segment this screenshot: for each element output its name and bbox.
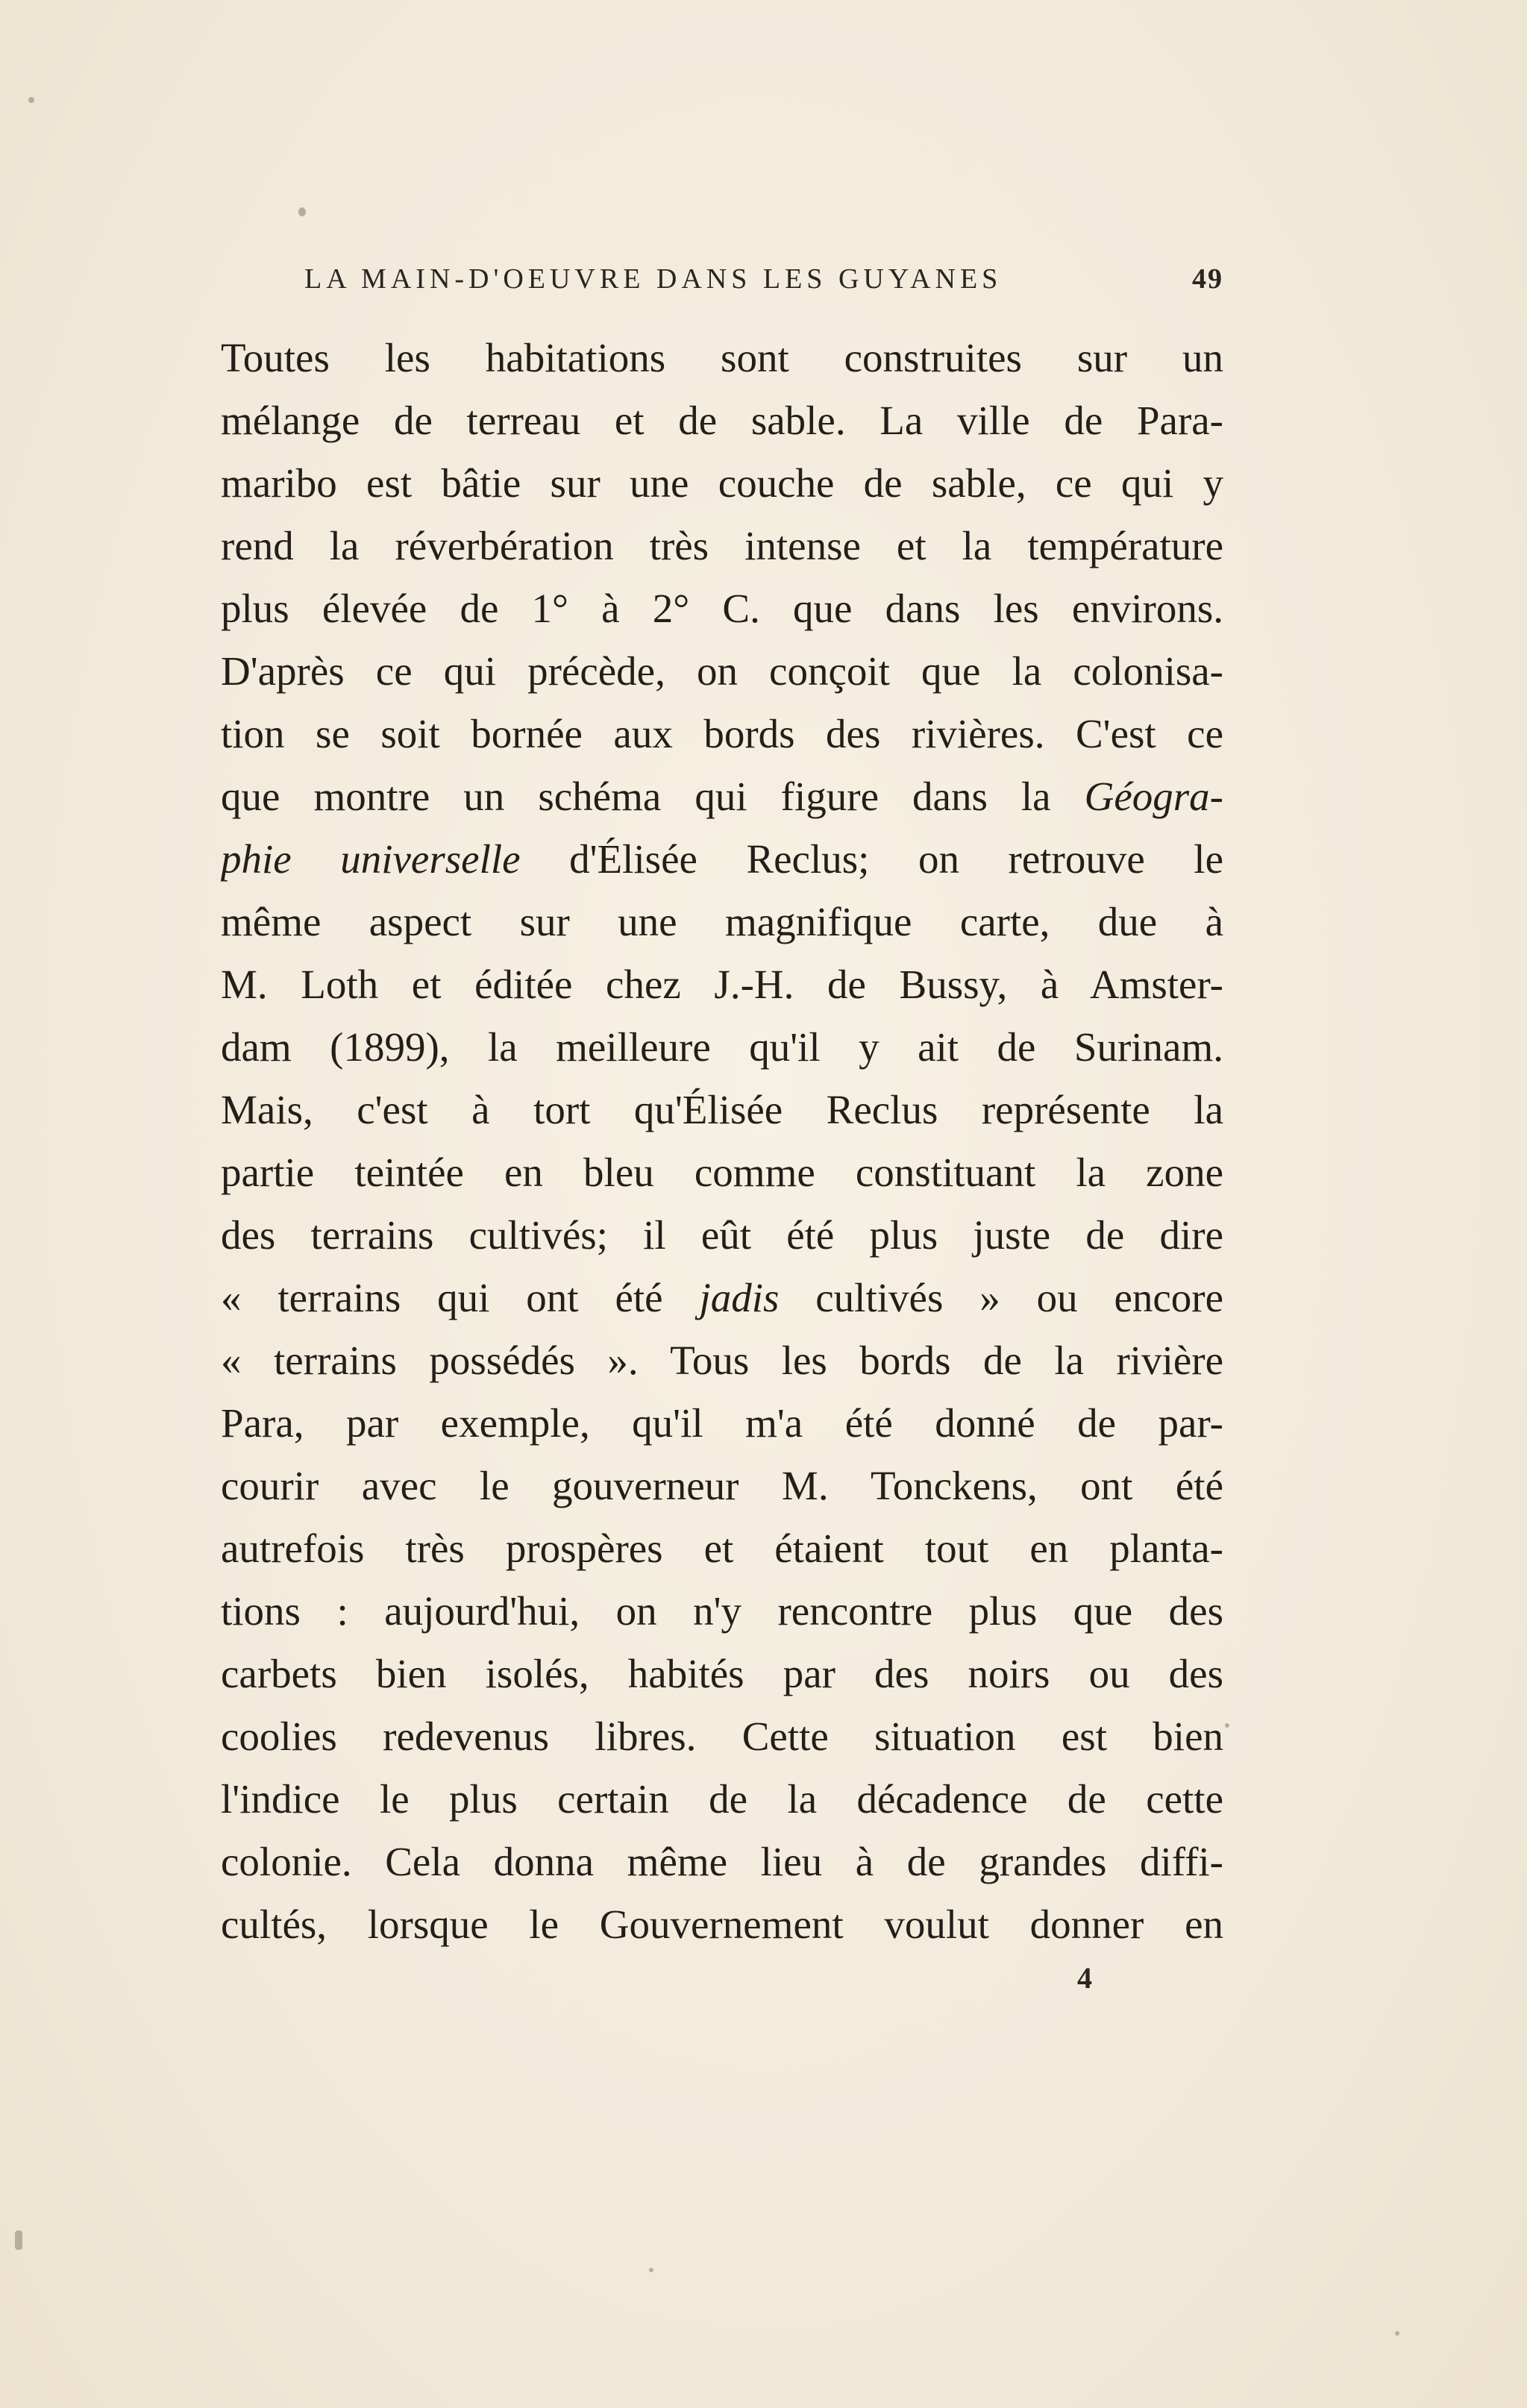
running-head <box>304 263 1223 307</box>
text-run: l'indice le plus certain de la décadence de cette <box>221 1776 1223 1822</box>
text-line <box>221 1705 1223 1768</box>
text-run: d'Élisée Reclus; on retrouve le <box>520 836 1223 882</box>
paper-speck <box>649 2268 653 2272</box>
paper-speck <box>1225 1723 1229 1728</box>
text-run: colonie. Cela donna même lieu à de grandes diffi- <box>221 1839 1223 1884</box>
text-line <box>221 577 1223 640</box>
text-run: Mais, c'est à tort qu'Élisée Reclus représente la <box>221 1087 1223 1132</box>
text-run: rend la réverbération très intense et la température <box>221 523 1223 568</box>
text-run: Toutes les habitations sont construites sur un <box>221 335 1223 380</box>
text-line <box>221 1768 1223 1831</box>
text-line <box>221 1643 1223 1705</box>
text-line <box>221 703 1223 765</box>
italic-text: jadis <box>699 1275 780 1320</box>
text-run: que montre un schéma qui figure dans la <box>221 774 1085 819</box>
italic-text: Géogra- <box>1084 774 1223 819</box>
text-run: plus élevée de 1° à 2° C. que dans les environs. <box>221 586 1223 631</box>
text-line <box>221 1392 1223 1455</box>
text-run: « terrains possédés ». Tous les bords de la rivière <box>221 1338 1223 1383</box>
text-line <box>221 828 1223 891</box>
paper-speck <box>298 207 306 216</box>
text-run: Para, par exemple, qu'il m'a été donné de par- <box>221 1400 1223 1446</box>
text-line <box>221 1329 1223 1392</box>
body-text <box>221 327 1223 1956</box>
text-line <box>221 452 1223 515</box>
text-run: courir avec le gouverneur M. Tonckens, ont été <box>221 1463 1223 1508</box>
text-line <box>221 765 1223 828</box>
text-run: mélange de terreau et de sable. La ville de Para- <box>221 398 1223 443</box>
text-run: cultés, lorsque le Gouvernement voulut donner en <box>221 1901 1223 1947</box>
text-line <box>221 1455 1223 1517</box>
text-run: dam (1899), la meilleure qu'il y ait de Surinam. <box>221 1024 1223 1070</box>
text-run: cultivés » ou encore <box>779 1275 1223 1320</box>
text-line <box>221 327 1223 389</box>
signature-mark: 4 <box>1077 1961 1092 1995</box>
text-run: tion se soit bornée aux bords des rivières. C'est ce <box>221 711 1223 756</box>
text-run: des terrains cultivés; il eût été plus juste de dire <box>221 1212 1223 1258</box>
text-line <box>221 1517 1223 1580</box>
text-line <box>221 891 1223 953</box>
italic-text: phie universelle <box>221 836 521 882</box>
text-run: même aspect sur une magnifique carte, due à <box>221 899 1223 944</box>
running-head-title: LA MAIN-D'OEUVRE DANS LES GUYANES <box>304 263 1003 295</box>
text-run: D'après ce qui précède, on conçoit que la colonisa- <box>221 648 1223 694</box>
text-line <box>221 640 1223 703</box>
text-line <box>221 1204 1223 1267</box>
text-run: autrefois très prospères et étaient tout en planta- <box>221 1526 1223 1571</box>
text-run: carbets bien isolés, habités par des noirs ou des <box>221 1651 1223 1696</box>
text-line <box>221 1893 1223 1956</box>
text-line <box>221 515 1223 577</box>
text-line <box>221 1079 1223 1141</box>
text-line <box>221 1016 1223 1079</box>
text-line <box>221 953 1223 1016</box>
paper-speck <box>28 97 34 103</box>
page-number: 49 <box>1192 263 1223 295</box>
paper-speck <box>1395 2331 1399 2336</box>
text-run: tions : aujourd'hui, on n'y rencontre plus que des <box>221 1588 1223 1634</box>
text-run: « terrains qui ont été <box>221 1275 700 1320</box>
text-line <box>221 1580 1223 1643</box>
text-line <box>221 1831 1223 1893</box>
text-run: coolies redevenus libres. Cette situation est bien <box>221 1713 1223 1759</box>
text-run: M. Loth et éditée chez J.-H. de Bussy, à Amster- <box>221 962 1223 1007</box>
text-line <box>221 1141 1223 1204</box>
text-run: partie teintée en bleu comme constituant la zone <box>221 1150 1223 1195</box>
paper-speck <box>15 2230 22 2250</box>
text-run: maribo est bâtie sur une couche de sable, ce qui y <box>221 460 1223 506</box>
text-line <box>221 389 1223 452</box>
text-line <box>221 1267 1223 1329</box>
